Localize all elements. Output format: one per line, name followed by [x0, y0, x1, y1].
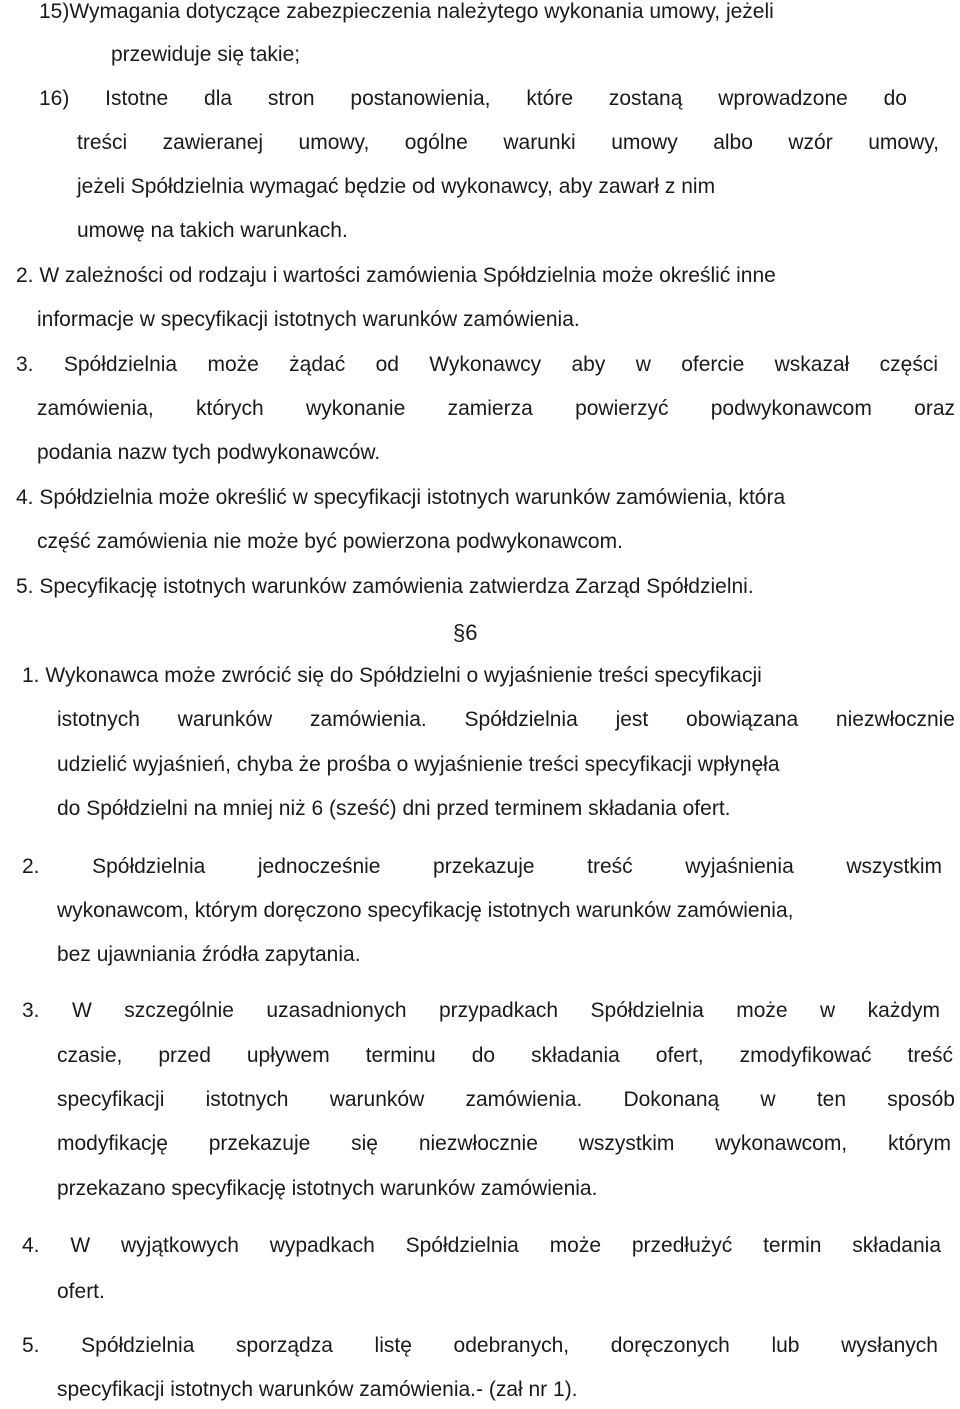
- section-6-point-2-line-1: 2. Spółdzielnia jednocześnie przekazuje treść wyjaśnienia wszystkim: [22, 855, 942, 878]
- section-6-point-4-line-2: ofert.: [57, 1280, 105, 1303]
- section-6-point-4-line-1: 4. W wyjątkowych wypadkach Spółdzielnia może przedłużyć termin składania: [22, 1234, 941, 1257]
- section-6-point-2-line-2: wykonawcom, którym doręczono specyfikację istotnych warunków zamówienia,: [57, 899, 794, 922]
- item-15-line-2: przewiduje się takie;: [111, 43, 301, 66]
- section-mark: §6: [453, 620, 478, 645]
- paragraph-2-line-1: 2. W zależności od rodzaju i wartości zamówienia Spółdzielnia może określić inne: [16, 264, 776, 287]
- section-6-point-1-line-4: do Spółdzielni na mniej niż 6 (sześć) dni przed terminem składania ofert.: [57, 797, 731, 820]
- section-6-point-1-line-1: 1. Wykonawca może zwrócić się do Spółdzielni o wyjaśnienie treści specyfikacji: [22, 664, 762, 687]
- paragraph-2-line-2: informacje w specyfikacji istotnych warunków zamówienia.: [37, 308, 580, 331]
- section-6-point-1-line-3: udzielić wyjaśnień, chyba że prośba o wyjaśnienie treści specyfikacji wpłynęła: [57, 753, 780, 776]
- section-6-point-1-line-2: istotnych warunków zamówienia. Spółdzielnia jest obowiązana niezwłocznie: [57, 708, 955, 731]
- section-6-point-5-line-2: specyfikacji istotnych warunków zamówienia.- (zał nr 1).: [57, 1378, 578, 1401]
- section-6-point-3-line-5: przekazano specyfikację istotnych warunków zamówienia.: [57, 1177, 598, 1200]
- section-6-point-2-line-3: bez ujawniania źródła zapytania.: [57, 943, 361, 966]
- section-6-point-5-line-1: 5. Spółdzielnia sporządza listę odebranych, doręczonych lub wysłanych: [22, 1334, 938, 1357]
- section-6-point-3-line-3: specyfikacji istotnych warunków zamówienia. Dokonaną w ten sposób: [57, 1088, 955, 1111]
- paragraph-3-line-1: 3. Spółdzielnia może żądać od Wykonawcy aby w ofercie wskazał części: [16, 353, 938, 376]
- item-16-line-4: umowę na takich warunkach.: [77, 219, 348, 242]
- section-6-point-3-line-1: 3. W szczególnie uzasadnionych przypadkach Spółdzielnia może w każdym: [22, 999, 940, 1022]
- item-16-line-2: treści zawieranej umowy, ogólne warunki umowy albo wzór umowy,: [77, 131, 939, 154]
- paragraph-3-line-2: zamówienia, których wykonanie zamierza powierzyć podwykonawcom oraz: [37, 397, 955, 420]
- item-16-line-3: jeżeli Spółdzielnia wymagać będzie od wykonawcy, aby zawarł z nim: [77, 175, 716, 198]
- paragraph-3-line-3: podania nazw tych podwykonawców.: [37, 441, 381, 464]
- paragraph-4-line-1: 4. Spółdzielnia może określić w specyfikacji istotnych warunków zamówienia, która: [16, 486, 786, 509]
- item-15-line-1: 15)Wymagania dotyczące zabezpieczenia należytego wykonania umowy, jeżeli: [39, 0, 774, 23]
- paragraph-5-line-1: 5. Specyfikację istotnych warunków zamówienia zatwierdza Zarząd Spółdzielni.: [16, 575, 754, 598]
- paragraph-4-line-2: część zamówienia nie może być powierzona podwykonawcom.: [37, 530, 623, 553]
- section-6-point-3-line-2: czasie, przed upływem terminu do składania ofert, zmodyfikować treść: [57, 1044, 953, 1067]
- section-6-point-3-line-4: modyfikację przekazuje się niezwłocznie wszystkim wykonawcom, którym: [57, 1132, 951, 1155]
- item-16-line-1: 16) Istotne dla stron postanowienia, które zostaną wprowadzone do: [39, 87, 907, 110]
